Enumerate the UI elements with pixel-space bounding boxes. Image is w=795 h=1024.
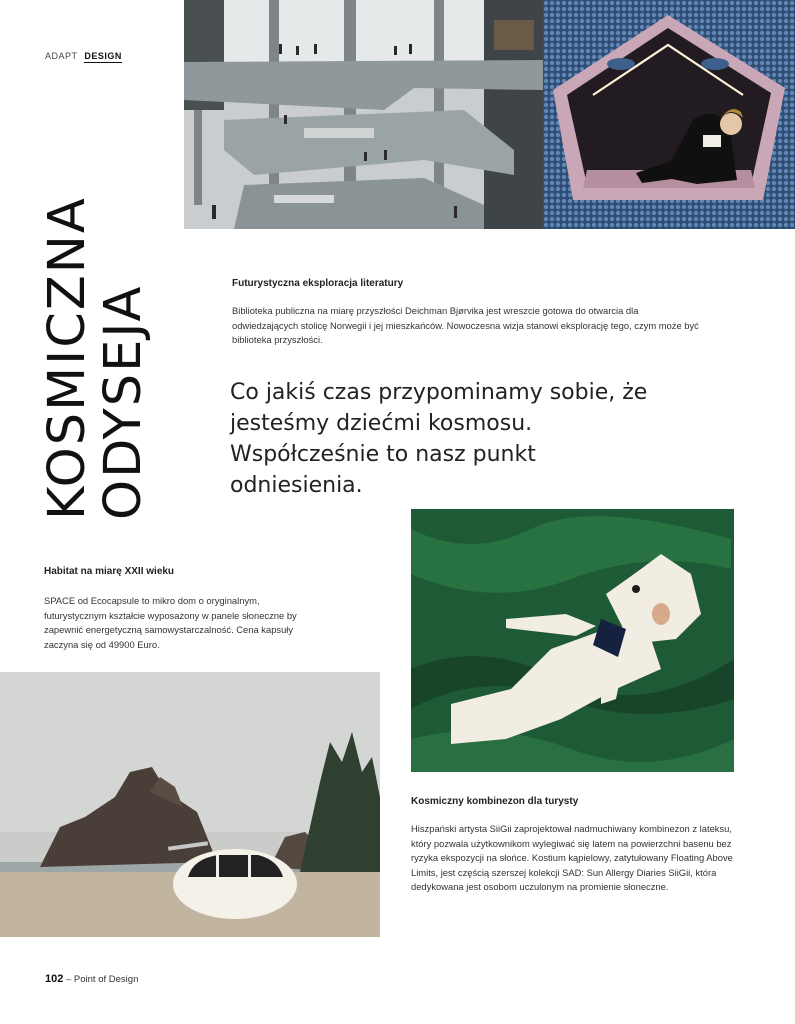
title-line-2: ODYSEJA: [94, 284, 153, 520]
section-label: ADAPT: [45, 51, 78, 61]
pull-quote: Co jakiś czas przypominamy sobie, że jesteśmy dziećmi kosmosu. Współcześnie to nasz punkt odniesienia.: [230, 380, 648, 498]
library-body: Biblioteka publiczna na miarę przyszłości Deichman Bjørvika jest wreszcie gotowa do otwarcia dla odwiedzających stolicę Norwegii i jej mieszkańców. Nowoczesna wizja stanowi eksplorację tego, czym może być biblioteka przyszłości.: [232, 305, 699, 346]
floating-suit-photo: [411, 509, 734, 772]
section-breadcrumb: [45, 51, 122, 61]
section-current: DESIGN: [84, 51, 122, 61]
publication-name: Point of Design: [73, 974, 139, 985]
ecocapsule-photo: [0, 672, 380, 937]
title-line-1: KOSMICZNA: [38, 196, 97, 520]
suit-body: Hiszpański artysta SiiGii zaprojektował nadmuchiwany kombinezon z lateksu, który pozwala użytkownikom wylegiwać się latem na powierzchni basenu bez ryzyka ekspozycji na słońce. Kostium kąpielowy, zatytułowany Floating Above Limits, jest częścią szerszej kolekcji SAD: Sun Allergy Diaries SiiGii, która dedykowana jest osobom uczulonym na promienie słoneczne.: [411, 823, 733, 893]
footer-separator: –: [63, 974, 74, 985]
reading-nook-photo: [543, 0, 795, 229]
habitat-heading: Habitat na miarę XXII wieku: [44, 566, 175, 577]
page-number: 102: [45, 973, 64, 985]
library-heading: Futurystyczna eksploracja literatury: [232, 278, 404, 289]
habitat-body: SPACE od Ecocapsule to mikro dom o oryginalnym, futurystycznym kształcie wyposażony w panele słoneczne by zapewnić energetyczną samowystarczalność. Cena kapsuły zaczyna się od 49900 Euro.: [44, 595, 297, 650]
library-interior-photo: [184, 0, 543, 229]
page-title: [40, 190, 170, 520]
page-footer: [45, 973, 138, 985]
suit-heading: Kosmiczny kombinezon dla turysty: [411, 796, 579, 807]
